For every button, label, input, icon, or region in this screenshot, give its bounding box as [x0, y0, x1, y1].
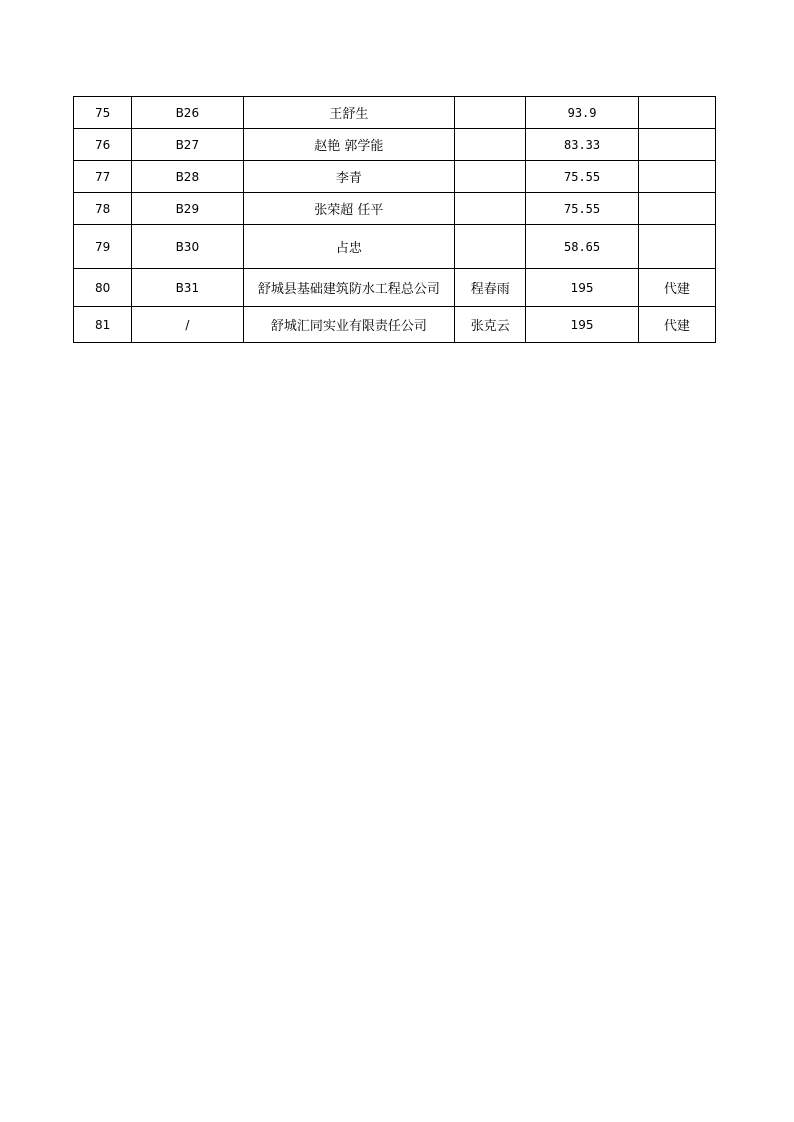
row-number-cell: 75	[74, 97, 132, 129]
representative-cell: 张克云	[455, 307, 526, 343]
representative-cell	[455, 225, 526, 269]
table-row	[74, 97, 716, 129]
table-row	[74, 129, 716, 161]
note-cell	[638, 225, 715, 269]
note-cell: 代建	[638, 269, 715, 307]
note-cell	[638, 129, 715, 161]
name-cell: 张荣超 任平	[243, 193, 455, 225]
row-number-cell: 80	[74, 269, 132, 307]
representative-cell	[455, 193, 526, 225]
code-cell: B26	[132, 97, 243, 129]
table-row	[74, 193, 716, 225]
value-cell: 93.9	[526, 97, 638, 129]
row-number-cell: 78	[74, 193, 132, 225]
table-row	[74, 225, 716, 269]
value-cell: 83.33	[526, 129, 638, 161]
representative-cell: 程春雨	[455, 269, 526, 307]
name-cell: 王舒生	[243, 97, 455, 129]
value-cell: 195	[526, 307, 638, 343]
note-cell	[638, 161, 715, 193]
code-cell: /	[132, 307, 243, 343]
row-number-cell: 81	[74, 307, 132, 343]
note-cell: 代建	[638, 307, 715, 343]
name-cell: 占忠	[243, 225, 455, 269]
code-cell: B30	[132, 225, 243, 269]
row-number-cell: 76	[74, 129, 132, 161]
row-number-cell: 77	[74, 161, 132, 193]
value-cell: 58.65	[526, 225, 638, 269]
note-cell	[638, 193, 715, 225]
value-cell: 195	[526, 269, 638, 307]
note-cell	[638, 97, 715, 129]
name-cell: 舒城汇同实业有限责任公司	[243, 307, 455, 343]
code-cell: B31	[132, 269, 243, 307]
value-cell: 75.55	[526, 161, 638, 193]
value-cell: 75.55	[526, 193, 638, 225]
code-cell: B27	[132, 129, 243, 161]
representative-cell	[455, 161, 526, 193]
row-number-cell: 79	[74, 225, 132, 269]
code-cell: B28	[132, 161, 243, 193]
table-row	[74, 307, 716, 343]
representative-cell	[455, 129, 526, 161]
code-cell: B29	[132, 193, 243, 225]
name-cell: 赵艳 郭学能	[243, 129, 455, 161]
name-cell: 李青	[243, 161, 455, 193]
table-row	[74, 161, 716, 193]
table-row	[74, 269, 716, 307]
data-table	[73, 96, 716, 343]
name-cell: 舒城县基础建筑防水工程总公司	[243, 269, 455, 307]
representative-cell	[455, 97, 526, 129]
